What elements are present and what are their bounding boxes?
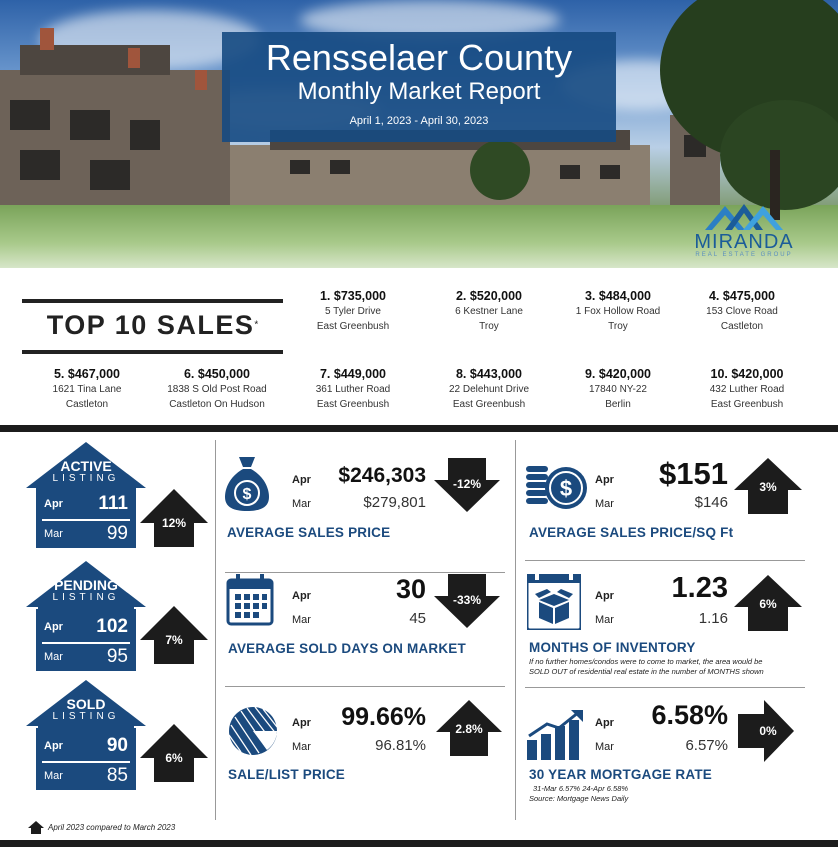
sale-item-4 [677, 289, 807, 334]
previous-month: Mar [44, 651, 63, 663]
money-bag-icon [225, 455, 269, 511]
miranda-logo [688, 200, 800, 258]
metric-title: AVERAGE SALES PRICE/SQ Ft [529, 525, 734, 540]
sale-price: 7. $449,000 [319, 367, 387, 381]
sale-town: East Greenbush [710, 399, 784, 410]
footer-note: April 2023 compared to March 2023 [48, 823, 176, 832]
listing-label: PENDING [54, 577, 118, 593]
sale-town: Troy [479, 321, 499, 332]
sale-price: 4. $475,000 [708, 289, 776, 303]
sale-town: Troy [608, 321, 628, 332]
sale-street: 153 Clove Road [706, 306, 778, 317]
current-value: 111 [98, 493, 128, 514]
sale-price: 8. $443,000 [455, 367, 523, 381]
current-month: Apr [292, 717, 311, 729]
current-month: Apr [44, 498, 63, 510]
sale-town: Castleton On Hudson [169, 399, 265, 410]
report-date-range: April 1, 2023 - April 30, 2023 [349, 115, 489, 127]
sale-price: 6. $450,000 [183, 367, 251, 381]
sale-item-8 [424, 367, 554, 412]
coins-icon [526, 462, 588, 510]
report-subtitle: Monthly Market Report [297, 78, 541, 105]
current-value: 1.23 [671, 572, 728, 604]
sale-town: East Greenbush [316, 321, 390, 332]
previous-value: 1.16 [698, 610, 728, 627]
previous-value: 6.57% [685, 737, 728, 754]
previous-value: 96.81% [375, 737, 426, 754]
sale-street: 22 Delehunt Drive [448, 384, 530, 395]
up-arrow-icon [436, 700, 502, 756]
up-arrow-icon [734, 458, 802, 514]
current-value: 6.58% [651, 700, 728, 730]
previous-month: Mar [595, 498, 614, 510]
logo-tagline: REAL ESTATE GROUP [695, 252, 793, 258]
up-arrow-icon [140, 724, 208, 782]
active-listing-card [26, 442, 146, 548]
metric-title: AVERAGE SALES PRICE [227, 525, 391, 540]
listing-sub: LISTING [52, 592, 120, 603]
bottom-band [0, 840, 838, 847]
change-value: 6% [165, 751, 183, 765]
previous-row [36, 645, 136, 669]
sale-street: 1621 Tina Lane [52, 384, 122, 395]
section-divider-band [0, 425, 838, 432]
previous-month: Mar [292, 498, 311, 510]
current-row [36, 615, 136, 639]
current-value: 30 [395, 574, 426, 604]
sale-item-5 [22, 367, 152, 412]
previous-month: Mar [292, 614, 311, 626]
sale-item-9 [553, 367, 683, 412]
previous-row [36, 522, 136, 546]
pie-icon [227, 705, 279, 757]
sale-item-3 [553, 289, 683, 334]
previous-value: 45 [409, 610, 426, 627]
previous-month: Mar [292, 741, 311, 753]
sale-price: 1. $735,000 [319, 289, 387, 303]
sale-street: 361 Luther Road [315, 384, 391, 395]
sale-item-10 [682, 367, 812, 412]
down-arrow-icon [434, 458, 500, 512]
sold-listing-card [26, 680, 146, 790]
change-value: 7% [165, 633, 183, 647]
box-icon [527, 574, 581, 630]
up-arrow-icon [734, 575, 802, 631]
listing-label: SOLD [66, 696, 106, 712]
sale-town: East Greenbush [316, 399, 390, 410]
row-divider [525, 560, 805, 561]
up-arrow-icon [140, 489, 208, 547]
metric-title: AVERAGE SOLD DAYS ON MARKET [228, 641, 466, 656]
current-row [36, 734, 136, 758]
pending-listing-card [26, 561, 146, 671]
sale-item-1 [288, 289, 418, 334]
sale-town: Berlin [605, 399, 631, 410]
current-value: 90 [106, 735, 128, 756]
logo-name: MIRANDA [694, 231, 794, 253]
title-banner [222, 32, 616, 142]
change-value: -12% [452, 477, 482, 491]
mortgage-note-line-2: Source: Mortgage News Daily [529, 794, 629, 803]
down-arrow-icon [434, 574, 500, 628]
current-month: Apr [595, 474, 614, 486]
row-divider [225, 686, 505, 687]
sale-street: 17840 NY-22 [588, 384, 647, 395]
previous-value: $146 [694, 494, 728, 511]
top-sales-asterisk: * [254, 319, 259, 331]
sale-town: Castleton [65, 399, 109, 410]
column-divider [515, 440, 516, 820]
sale-town: Castleton [720, 321, 764, 332]
current-month: Apr [595, 590, 614, 602]
house-icon [28, 821, 44, 834]
top-sales-title: TOP 10 SALES [46, 310, 255, 340]
up-arrow-icon [140, 606, 208, 664]
current-value: $151 [659, 456, 728, 491]
svg-text:$: $ [559, 476, 573, 501]
current-month: Apr [292, 474, 311, 486]
previous-month: Mar [595, 741, 614, 753]
growth-chart-icon [527, 710, 585, 760]
svg-text:$: $ [242, 486, 252, 503]
sale-street: 1 Fox Hollow Road [575, 306, 661, 317]
listing-label: ACTIVE [60, 458, 112, 474]
calendar-icon [226, 574, 274, 626]
sale-price: 5. $467,000 [53, 367, 121, 381]
report-title: Rensselaer County [265, 37, 573, 78]
previous-row [36, 764, 136, 788]
inventory-note-line-2: SOLD OUT of residential real estate in the number of MONTHS shown [529, 667, 764, 676]
current-month: Apr [595, 717, 614, 729]
inventory-note-line-1: If no further homes/condos were to come to market, the area would be [529, 657, 763, 666]
current-value: 99.66% [341, 703, 426, 731]
sale-item-7 [288, 367, 418, 412]
previous-value: $279,801 [363, 494, 426, 511]
change-value: 2.8% [455, 722, 483, 736]
sale-street: 1838 S Old Post Road [167, 384, 267, 395]
house-roofs-logo-icon [705, 200, 783, 230]
sale-price: 2. $520,000 [455, 289, 523, 303]
change-value: 3% [759, 480, 777, 494]
sale-street: 432 Luther Road [709, 384, 785, 395]
sale-item-2 [424, 289, 554, 334]
sale-price: 9. $420,000 [584, 367, 652, 381]
listing-sub: LISTING [52, 473, 120, 484]
metric-title: SALE/LIST PRICE [228, 767, 346, 782]
change-value: 6% [759, 597, 777, 611]
column-divider [215, 440, 216, 820]
row-divider [225, 572, 505, 573]
listing-sub: LISTING [52, 711, 120, 722]
previous-value: 85 [106, 765, 128, 786]
listing-values [36, 728, 136, 790]
current-month: Apr [44, 621, 63, 633]
metric-title: 30 YEAR MORTGAGE RATE [529, 767, 712, 782]
row-divider [525, 687, 805, 688]
sale-street: 6 Kestner Lane [455, 306, 523, 317]
sale-item-6 [151, 367, 283, 412]
current-value: 102 [96, 616, 128, 637]
sale-street: 5 Tyler Drive [325, 306, 381, 317]
change-value: 0% [759, 724, 777, 738]
previous-month: Mar [44, 528, 63, 540]
metric-title: MONTHS OF INVENTORY [529, 640, 696, 655]
top-sales-heading [22, 299, 283, 354]
previous-month: Mar [595, 614, 614, 626]
previous-value: 95 [106, 646, 128, 667]
sale-price: 10. $420,000 [710, 367, 784, 381]
previous-value: 99 [106, 523, 128, 544]
current-row [36, 492, 136, 516]
current-month: Apr [44, 740, 63, 752]
current-value: $246,303 [338, 464, 426, 487]
change-value: -33% [452, 593, 482, 607]
change-value: 12% [161, 516, 187, 530]
current-month: Apr [292, 590, 311, 602]
previous-month: Mar [44, 770, 63, 782]
sale-price: 3. $484,000 [584, 289, 652, 303]
mortgage-note-line-1: 31-Mar 6.57% 24-Apr 6.58% [533, 784, 629, 793]
sale-town: East Greenbush [452, 399, 526, 410]
listing-values [36, 609, 136, 671]
right-arrow-icon [738, 700, 794, 762]
listing-values [36, 488, 136, 548]
